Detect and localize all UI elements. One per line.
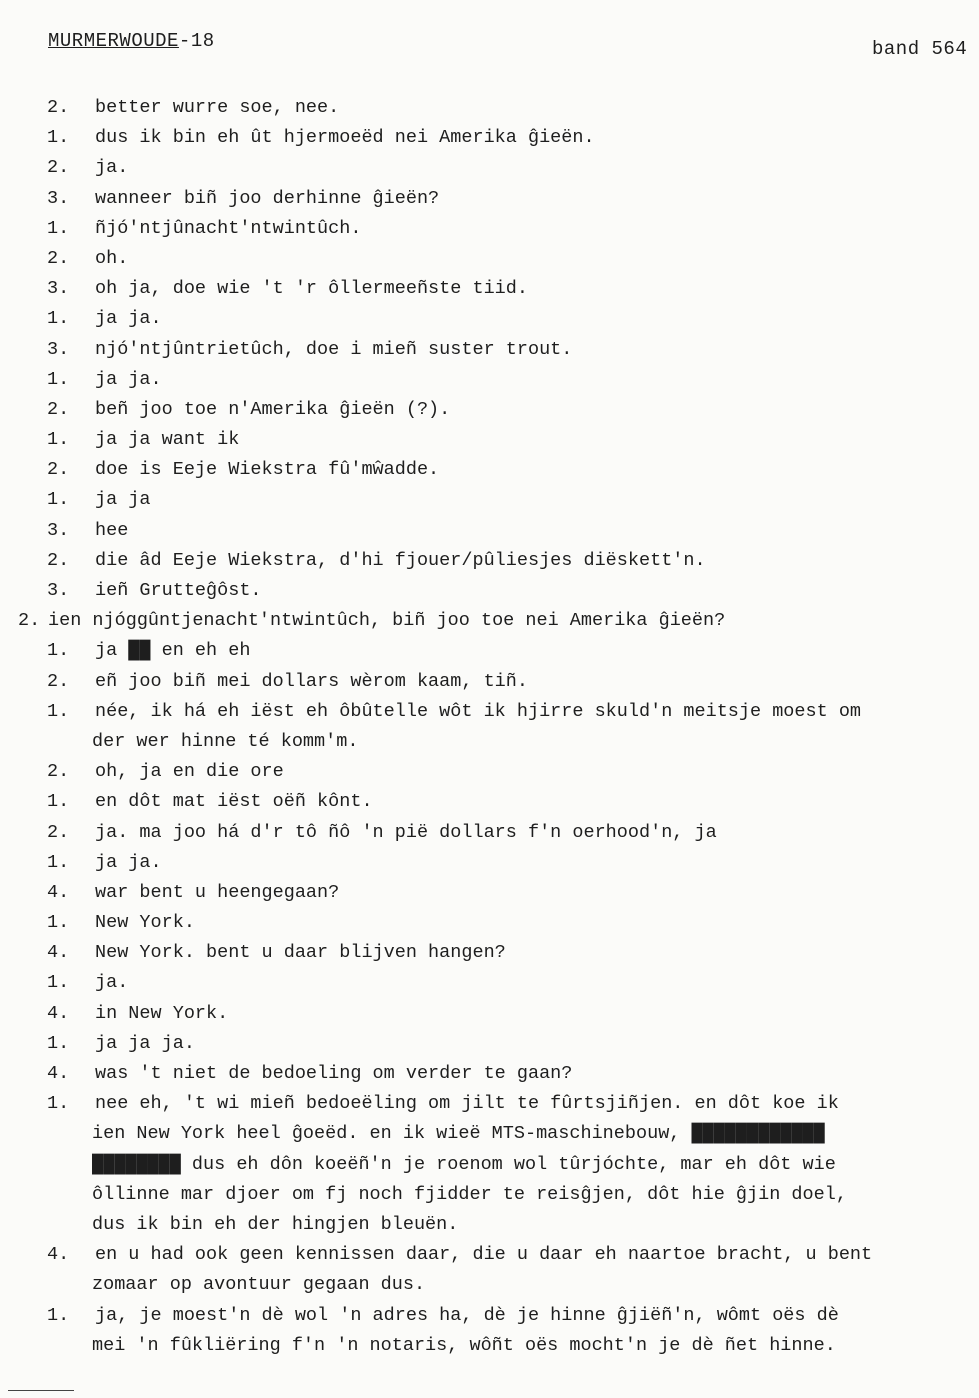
speaker-number: 3. <box>47 187 70 209</box>
line-text: zomaar op avontuur gegaan dus. <box>92 1274 426 1296</box>
speaker-number: 2. <box>47 247 70 269</box>
transcript-line <box>0 697 979 727</box>
line-text: was 't niet de bedoeling om verder te gaan? <box>95 1063 573 1084</box>
line-text: ja ██ en eh eh <box>95 640 251 662</box>
transcript-line <box>0 274 979 304</box>
transcript-line <box>0 606 979 636</box>
transcript-line <box>0 455 979 485</box>
speaker-number: 2. <box>47 761 70 783</box>
transcript-line <box>0 757 979 787</box>
transcript-line <box>0 878 979 908</box>
speaker-number: 2. <box>47 821 70 843</box>
speaker-number: 1. <box>47 489 70 511</box>
transcript-line <box>0 848 979 878</box>
line-text: ████████ dus eh dôn koeëñ'n je roenom wol tûrjóchte, mar eh dôt wie <box>92 1153 836 1175</box>
transcript-line <box>0 576 979 606</box>
transcript-line <box>0 485 979 515</box>
speaker-number: 4. <box>47 881 70 903</box>
speaker-number: 1. <box>47 1304 70 1326</box>
speaker-number: 4. <box>47 1002 70 1024</box>
line-text: ien njóggûntjenacht'ntwintûch, biñ joo toe nei Amerika ĝieën? <box>48 610 726 632</box>
line-text: better wurre soe, nee. <box>95 97 340 118</box>
transcript-line <box>0 938 979 968</box>
line-text: war bent u heengegaan? <box>95 881 340 903</box>
transcript-line <box>0 153 979 183</box>
speaker-number: 1. <box>47 1032 70 1054</box>
transcript-line <box>0 1119 979 1149</box>
footer-rule <box>8 1390 74 1391</box>
transcript-line <box>0 93 979 123</box>
speaker-number: 3. <box>47 519 70 541</box>
line-text: dus ik bin eh ût hjermoeëd nei Amerika ĝieën. <box>95 127 595 149</box>
speaker-number: 4. <box>47 942 70 964</box>
line-text: ja, je moest'n dè wol 'n adres ha, dè je hinne ĝjiëñ'n, wômt oës dè <box>95 1304 839 1326</box>
transcript-line <box>0 1331 979 1361</box>
page-number: -18 <box>178 30 215 52</box>
line-text: ja ja ja. <box>95 1032 195 1054</box>
line-text: die âd Eeje Wiekstra, d'hi fjouer/pûliesjes diëskett'n. <box>95 549 706 571</box>
line-text: en dôt mat iëst oëñ kônt. <box>95 791 373 813</box>
speaker-number: 1. <box>47 972 70 994</box>
speaker-number: 1. <box>47 217 70 239</box>
line-text: ja ja. <box>95 308 162 330</box>
speaker-number: 2. <box>47 398 70 420</box>
speaker-number: 2. <box>47 97 70 118</box>
speaker-number: 1. <box>47 368 70 390</box>
line-text: beñ joo toe n'Amerika ĝieën (?). <box>95 398 451 420</box>
speaker-number: 3. <box>47 580 70 601</box>
transcript-line <box>0 546 979 576</box>
line-text: eñ joo biñ mei dollars wèrom kaam, tiñ. <box>95 670 528 692</box>
speaker-number: 4. <box>47 1063 70 1084</box>
transcript-line <box>0 304 979 334</box>
transcript-line <box>0 1029 979 1059</box>
line-text: ieñ Grutteĝôst. <box>95 580 262 601</box>
speaker-number: 3. <box>47 278 70 300</box>
line-text: nee eh, 't wi mieñ bedoeëling om jilt te fûrtsjiñjen. en dôt koe ik <box>95 1093 839 1115</box>
transcript-line <box>0 727 979 757</box>
line-text: dus ik bin eh der hingjen bleuën. <box>92 1213 459 1235</box>
transcript-line <box>0 425 979 455</box>
line-text: oh, ja en die ore <box>95 761 284 783</box>
transcript-line <box>0 335 979 365</box>
transcript-line <box>0 365 979 395</box>
transcript-line <box>0 1210 979 1240</box>
line-text: ja. <box>95 972 129 994</box>
line-text: in New York. <box>95 1002 229 1024</box>
line-text: New York. <box>95 912 195 934</box>
transcript-line <box>0 1059 979 1089</box>
line-text: njó'ntjûntrietûch, doe i mieñ suster trout. <box>95 338 573 360</box>
line-text: née, ik há eh iëst eh ôbûtelle wôt ik hjirre skuld'n meitsje moest om <box>95 700 862 722</box>
speaker-number: 1. <box>47 700 70 722</box>
tape-label: band 564 <box>872 38 968 60</box>
transcript-line <box>0 667 979 697</box>
transcript-line <box>0 636 979 666</box>
transcript-line <box>0 787 979 817</box>
line-text: ja ja. <box>95 368 162 390</box>
line-text: oh ja, doe wie 't 'r ôllermeeñste tiid. <box>95 278 528 300</box>
document-title: MURMERWOUDE <box>48 30 179 52</box>
speaker-number: 2. <box>47 157 70 179</box>
line-text: New York. bent u daar blijven hangen? <box>95 942 506 964</box>
page-header-left <box>48 30 215 52</box>
transcript-line <box>0 395 979 425</box>
speaker-number: 3. <box>47 338 70 360</box>
transcript-line <box>0 1301 979 1331</box>
speaker-number: 2. <box>18 610 41 632</box>
line-text: en u had ook geen kennissen daar, die u daar eh naartoe bracht, u bent <box>95 1244 873 1266</box>
transcript-line <box>0 999 979 1029</box>
speaker-number: 1. <box>47 429 70 451</box>
transcript-line <box>0 1089 979 1119</box>
transcript-line <box>0 1180 979 1210</box>
transcript-line <box>0 244 979 274</box>
transcript-line <box>0 968 979 998</box>
line-text: ja. ma joo há d'r tô ñô 'n pië dollars f'n oerhood'n, ja <box>95 821 717 843</box>
transcript-line <box>0 1270 979 1300</box>
line-text: ja ja <box>95 489 151 511</box>
line-text: ñjó'ntjûnacht'ntwintûch. <box>95 217 362 239</box>
speaker-number: 2. <box>47 549 70 571</box>
speaker-number: 2. <box>47 459 70 481</box>
line-text: ja. <box>95 157 129 179</box>
speaker-number: 1. <box>47 127 70 149</box>
speaker-number: 2. <box>47 670 70 692</box>
speaker-number: 1. <box>47 851 70 873</box>
line-text: hee <box>95 519 129 541</box>
transcript-line <box>0 1150 979 1180</box>
speaker-number: 4. <box>47 1244 70 1266</box>
transcript-line <box>0 1240 979 1270</box>
transcript-body <box>0 93 979 1361</box>
speaker-number: 1. <box>47 308 70 330</box>
line-text: mei 'n fûkliëring f'n 'n notaris, wôñt oës mocht'n je dè ñet hinne. <box>92 1334 836 1356</box>
speaker-number: 1. <box>47 640 70 662</box>
line-text: ja ja. <box>95 851 162 873</box>
line-text: ja ja want ik <box>95 429 240 451</box>
transcript-line <box>0 818 979 848</box>
line-text: doe is Eeje Wiekstra fû'mŵadde. <box>95 459 440 481</box>
transcript-line <box>0 184 979 214</box>
line-text: der wer hinne té komm'm. <box>92 730 359 752</box>
speaker-number: 1. <box>47 1093 70 1115</box>
line-text: wanneer biñ joo derhinne ĝieën? <box>95 187 440 209</box>
line-text: ien New York heel ĝoeëd. en ik wieë MTS-maschinebouw, ████████████ <box>92 1123 825 1145</box>
speaker-number: 1. <box>47 791 70 813</box>
transcript-line <box>0 123 979 153</box>
speaker-number: 1. <box>47 912 70 934</box>
transcript-line <box>0 516 979 546</box>
line-text: ôllinne mar djoer om fj noch fjidder te reisĝjen, dôt hie ĝjin doel, <box>92 1183 847 1205</box>
line-text: oh. <box>95 247 129 269</box>
transcript-line <box>0 908 979 938</box>
transcript-line <box>0 214 979 244</box>
